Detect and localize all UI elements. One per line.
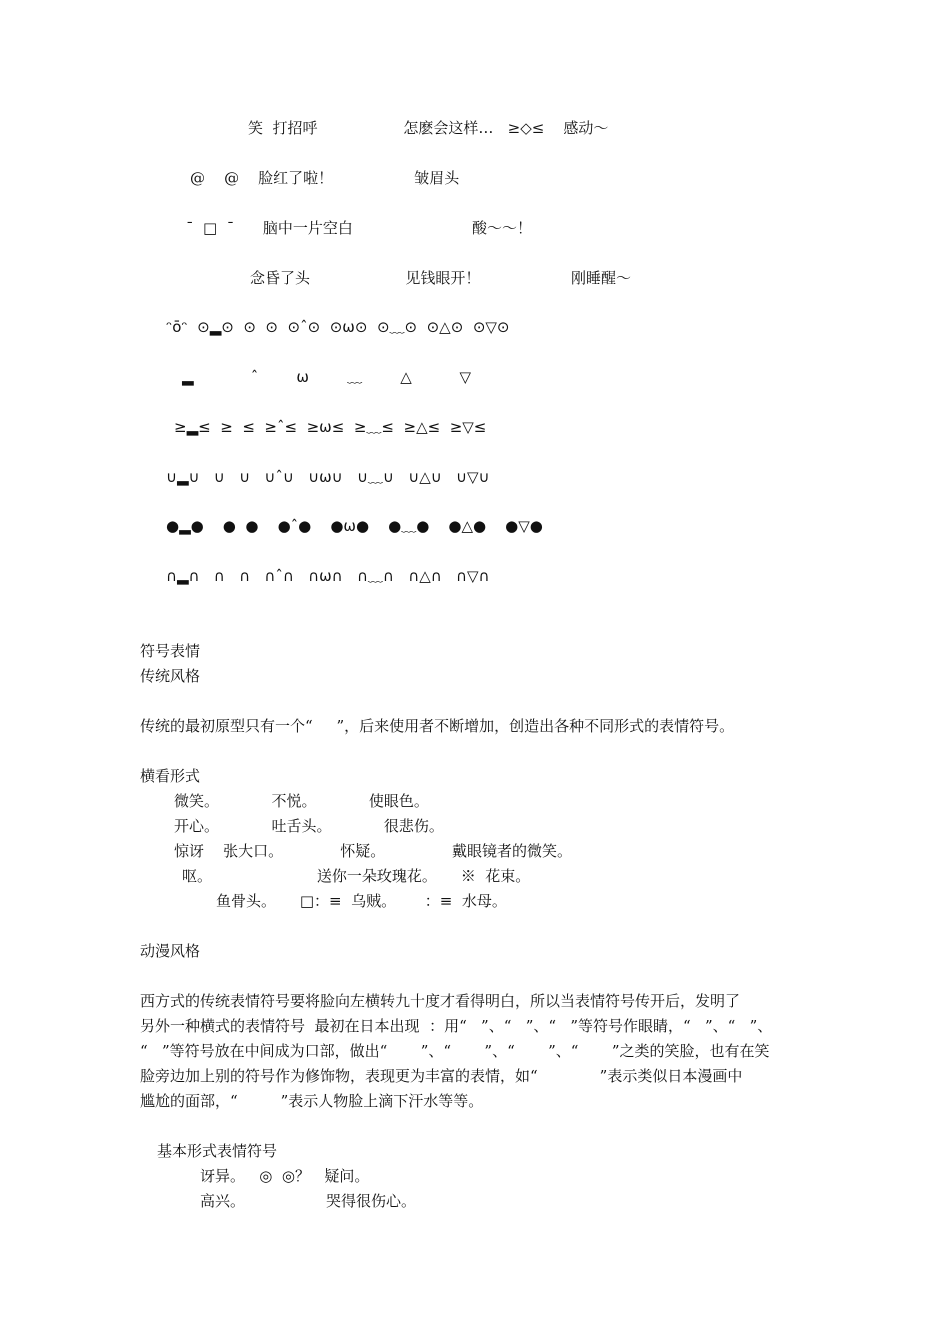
face-row: ∪▂∪ ∪ ∪ ∪ˆ∪ ∪ω∪ ∪﹏∪ ∪△∪ ∪▽∪ xyxy=(166,468,490,486)
section-title: 符号表情 xyxy=(140,642,201,660)
emoticon-row: ¯ □ ¯ 脑中一片空白 酸～～！ xyxy=(186,219,533,237)
basic-form-item: 高兴。 哭得很伤心。 xyxy=(200,1192,417,1210)
traditional-intro: 传统的最初原型只有一个“ ”，后来使用者不断增加，创造出各种不同形式的表情符号。 xyxy=(140,717,735,735)
anime-paragraph-line: “ ”等符号放在中间成为口部，做出“ ”、“ ”、“ ”、“ ”之类的笑脸，也有在笑 xyxy=(140,1042,770,1060)
anime-paragraph-line: 西方式的传统表情符号要将脸向左横转九十度才看得明白，所以当表情符号传开后，发明了 xyxy=(140,992,741,1010)
anime-paragraph-line: 另外一种横式的表情符号 最初在日本出现 ：用“ ”、“ ”、“ ”等符号作眼睛，“ ”、“ ”、 xyxy=(140,1017,773,1035)
anime-paragraph-line: 脸旁边加上别的符号作为修饰物，表现更为丰富的表情，如“ ”表示类似日本漫画中 xyxy=(140,1067,743,1085)
emoticon-row: 念昏了头 见钱眼开！ 刚睡醒～ xyxy=(250,269,631,287)
traditional-heading: 传统风格 xyxy=(140,667,201,685)
emoticon-row: 笑 打招呼 怎麽会这样… ≥◇≤ 感动～ xyxy=(248,119,609,137)
face-row: ≥▂≤ ≥ ≤ ≥ˆ≤ ≥ω≤ ≥﹏≤ ≥△≤ ≥▽≤ xyxy=(174,418,487,436)
emoticon-item: 惊讶 张大口。 怀疑。 戴眼镜者的微笑。 xyxy=(174,842,573,860)
horizontal-heading: 横看形式 xyxy=(140,767,201,785)
face-row: ∩▂∩ ∩ ∩ ∩ˆ∩ ∩ω∩ ∩﹏∩ ∩△∩ ∩▽∩ xyxy=(166,567,490,585)
emoticon-item: 呕。 送你一朵玫瑰花。 ※ 花束。 xyxy=(182,867,531,885)
anime-paragraph-line: 尴尬的面部，“ ”表示人物脸上滴下汗水等等。 xyxy=(140,1092,484,1110)
anime-heading: 动漫风格 xyxy=(140,942,201,960)
face-row: ●▂● ● ● ●ˆ● ●ω● ●﹏● ●△● ●▽● xyxy=(166,517,543,535)
emoticon-item: 开心。 吐舌头。 很悲伤。 xyxy=(174,817,444,835)
basic-form-item: 讶异。 ◎ ◎？ 疑问。 xyxy=(200,1167,370,1185)
basic-form-heading: 基本形式表情符号 xyxy=(157,1142,278,1160)
face-row: ᵔōᵔ ⊙▂⊙ ⊙ ⊙ ⊙ˆ⊙ ⊙ω⊙ ⊙﹏⊙ ⊙△⊙ ⊙▽⊙ xyxy=(166,318,510,336)
emoticon-row: @ @ 脸红了啦！ 皱眉头 xyxy=(190,169,460,187)
emoticon-item: 鱼骨头。 □：≡ 乌贼。 ：≡ 水母。 xyxy=(216,892,507,910)
face-row: ▂ ˆ ω ﹏ △ ▽ xyxy=(182,368,471,386)
emoticon-item: 微笑。 不悦。 使眼色。 xyxy=(174,792,429,810)
